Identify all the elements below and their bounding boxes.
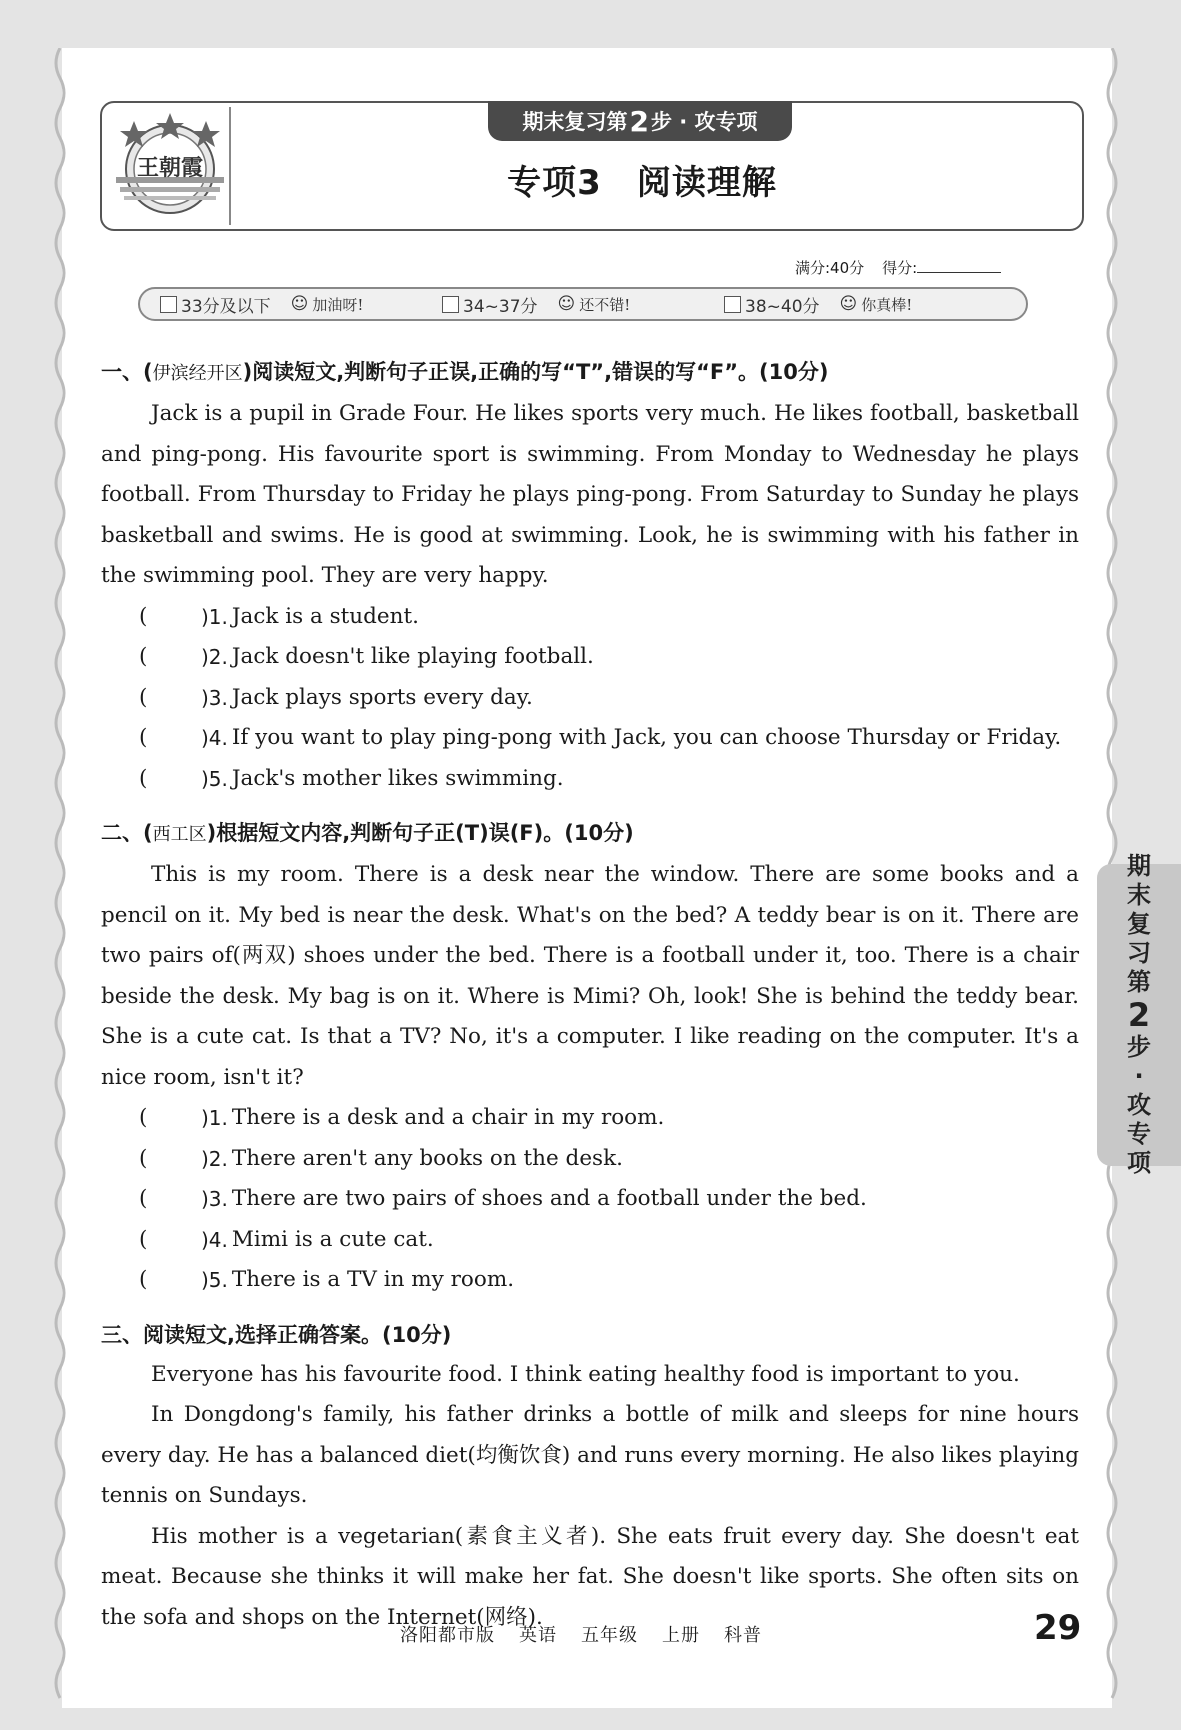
question-row	[101, 1098, 1079, 1139]
side-tab-char: 期	[1127, 852, 1151, 880]
section-3-paragraph: Everyone has his favourite food. I think eating healthy food is important to you.	[151, 1361, 1020, 1387]
score-line	[795, 256, 1001, 278]
question-text: Mimi is a cute cat.	[231, 1226, 434, 1252]
district-label: 西工区	[152, 824, 207, 845]
rating-range: 38~40分	[745, 296, 820, 317]
smiley-icon: ☺	[557, 294, 576, 314]
side-tab-char: ·	[1134, 1062, 1144, 1090]
footer-publisher: 科普	[724, 1625, 762, 1646]
step-prefix: 期末复习第	[522, 110, 628, 134]
question-row	[101, 597, 1079, 638]
rating-tag: 你真棒!	[861, 295, 913, 314]
svg-text:王朝霞: 王朝霞	[136, 155, 204, 181]
section-prefix: 一、(	[101, 360, 153, 384]
side-tab-char: 第	[1127, 968, 1151, 996]
checkbox[interactable]	[442, 296, 459, 313]
step-suffix: 步 · 攻专项	[650, 110, 758, 134]
answer-bracket[interactable]: (	[139, 725, 148, 750]
answer-bracket[interactable]: (	[139, 765, 148, 791]
side-tab-char: 复	[1127, 910, 1151, 938]
question-row	[101, 718, 1079, 759]
answer-bracket[interactable]: (	[139, 603, 148, 629]
self-rating-bar	[138, 287, 1028, 321]
page-wavy-edge-left	[52, 48, 68, 1708]
question-text: Jack is a student.	[231, 603, 419, 629]
question-text: Jack's mother likes swimming.	[231, 765, 564, 791]
question-row	[101, 678, 1079, 719]
answer-bracket[interactable]: (	[139, 1267, 148, 1292]
section-3-paragraph: His mother is a vegetarian(素食主义者). She eats fruit every day. She doesn't eat meat. Because she thinks it will make her fat. She doesn't like sports. She often sits on the sofa and shops on the Internet(网络).	[101, 1523, 1079, 1630]
question-row	[101, 637, 1079, 678]
section-instruction: )根据短文内容,判断句子正(T)误(F)。(10分)	[206, 821, 634, 845]
answer-bracket[interactable]: (	[139, 1186, 148, 1211]
rating-item-high[interactable]	[724, 292, 1006, 317]
question-text: If you want to play ping-pong with Jack, you can choose Thursday or Friday.	[231, 725, 1062, 750]
footer-edition: 洛阳都市版	[400, 1625, 495, 1646]
side-tab	[1097, 852, 1181, 1177]
question-number: )2.	[201, 1146, 228, 1171]
question-row	[101, 1179, 1079, 1220]
question-number: )5.	[201, 1268, 228, 1292]
question-text: There aren't any books on the desk.	[231, 1145, 623, 1171]
got-score-label: 得分:	[882, 259, 918, 277]
spacer	[101, 799, 1079, 813]
rating-tag: 加油呀!	[312, 295, 364, 314]
header-box	[100, 101, 1084, 231]
exercise-content	[101, 352, 1079, 1638]
section-prefix: 二、(	[101, 821, 153, 845]
question-number: )3.	[201, 1187, 228, 1211]
spacer	[101, 1301, 1079, 1315]
score-blank[interactable]	[917, 256, 1001, 273]
question-text: There are two pairs of shoes and a football under the bed.	[231, 1186, 867, 1211]
section-3-paragraph: In Dongdong's family, his father drinks a bottle of milk and sleeps for nine hours every day. He has a balanced diet(均衡饮食) and runs every morning. He also likes playing tennis on Sundays.	[101, 1402, 1079, 1508]
section-2-passage: This is my room. There is a desk near the window. There are some books and a pencil on it. My bed is near the desk. What's on the bed? A teddy bear is on it. There are two pairs of(两双) shoes under the bed. There is a football under it, too. There is a chair beside the desk. My bag is on it. Where is Mimi? Oh, look! She is behind the teddy bear. She is a cute cat. Is that a TV? No, it's a computer. I like reading on the computer. It's a nice room, isn't it?	[101, 862, 1079, 1090]
rating-item-mid[interactable]	[442, 292, 724, 317]
topic-title: 专项3 阅读理解	[507, 163, 777, 203]
question-number: )1.	[201, 604, 228, 629]
rating-item-low[interactable]	[160, 292, 442, 317]
side-tab-char: 项	[1127, 1149, 1151, 1177]
question-text: Jack plays sports every day.	[231, 684, 533, 710]
page-number: 29	[1034, 1608, 1082, 1648]
question-number: )2.	[201, 645, 228, 669]
question-number: )3.	[201, 685, 228, 710]
question-number: )4.	[201, 726, 228, 750]
answer-bracket[interactable]: (	[139, 1105, 148, 1130]
full-score-label: 满分:40分	[795, 259, 865, 277]
question-row	[101, 1139, 1079, 1180]
rating-range: 33分及以下	[181, 296, 271, 317]
checkbox[interactable]	[724, 296, 741, 313]
question-text: There is a desk and a chair in my room.	[231, 1105, 665, 1130]
section-3-title: 三、阅读短文,选择正确答案。(10分)	[101, 1322, 452, 1347]
side-tab-char: 步	[1127, 1033, 1151, 1061]
footer-subject: 英语	[519, 1625, 557, 1646]
question-row	[101, 1260, 1079, 1301]
side-tab-char: 专	[1127, 1120, 1151, 1148]
checkbox[interactable]	[160, 296, 177, 313]
smiley-icon: ☺	[290, 294, 309, 314]
question-text: There is a TV in my room.	[231, 1267, 515, 1292]
section-2-title	[101, 813, 1079, 855]
got-score-field	[882, 256, 1001, 278]
side-tab-char: 2	[1127, 996, 1151, 1034]
district-label: 伊滨经开区	[152, 363, 243, 384]
question-row	[101, 1220, 1079, 1261]
smiley-icon: ☺	[839, 294, 858, 314]
side-tab-char: 末	[1127, 881, 1151, 909]
answer-bracket[interactable]: (	[139, 1226, 148, 1252]
rating-tag: 还不错!	[579, 295, 631, 314]
question-number: )4.	[201, 1227, 228, 1252]
section-1-title	[101, 352, 1079, 394]
answer-bracket[interactable]: (	[139, 684, 148, 710]
rating-range: 34~37分	[463, 296, 538, 317]
question-row	[101, 759, 1079, 800]
footer-grade: 五年级	[581, 1625, 638, 1646]
brand-logo	[114, 111, 226, 219]
section-1-passage: Jack is a pupil in Grade Four. He likes sports very much. He likes football, basketball and ping-pong. His favourite sport is swimming. From Monday to Wednesday he plays football. From Thursday to Friday he plays ping-pong. From Saturday to Sunday he plays basketball and swims. He is good at swimming. Look, he is swimming with his father in the swimming pool. They are very happy.	[101, 401, 1079, 588]
footer-volume: 上册	[662, 1625, 700, 1646]
footer	[400, 1621, 762, 1647]
question-text: Jack doesn't like playing football.	[231, 644, 594, 669]
logo-divider	[229, 107, 231, 225]
side-tab-char: 习	[1127, 939, 1151, 967]
section-instruction: )阅读短文,判断句子正误,正确的写“T”,错误的写“F”。(10分)	[242, 360, 829, 384]
step-banner	[488, 101, 792, 141]
step-number: 2	[629, 104, 649, 138]
answer-bracket[interactable]: (	[139, 644, 148, 669]
question-number: )1.	[201, 1106, 228, 1130]
side-tab-char: 攻	[1127, 1091, 1151, 1119]
question-number: )5.	[201, 766, 228, 791]
answer-bracket[interactable]: (	[139, 1145, 148, 1171]
